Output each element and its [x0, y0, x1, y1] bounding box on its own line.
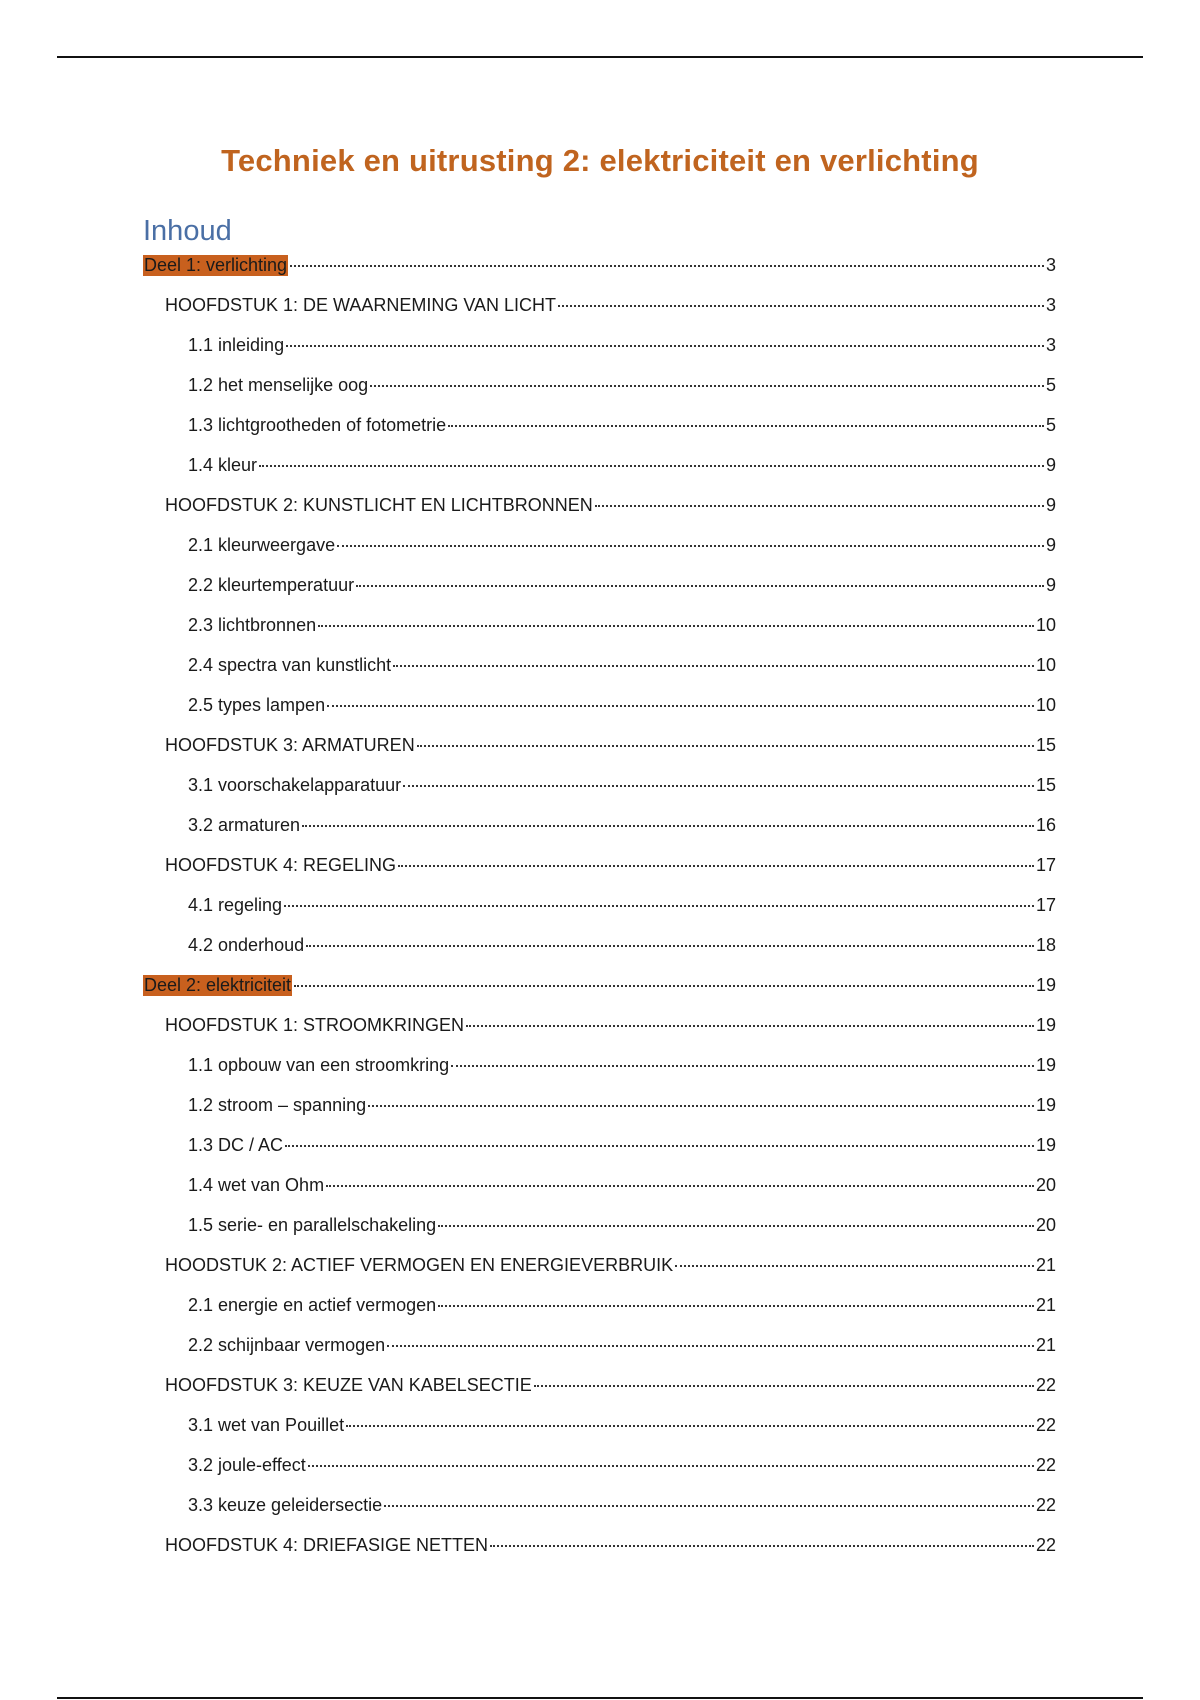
- toc-entry[interactable]: [143, 775, 1056, 811]
- toc-entry-page: 20: [1035, 1215, 1056, 1235]
- toc-entry-page: 9: [1045, 495, 1056, 515]
- toc-dot-leader: [308, 1465, 1034, 1467]
- toc-entry[interactable]: [143, 535, 1056, 571]
- toc-entry[interactable]: [143, 1095, 1056, 1131]
- toc-entry-page: 19: [1035, 1055, 1056, 1075]
- toc-entry-label: Deel 1: verlichting: [144, 255, 288, 275]
- toc-entry-label: HOOFDSTUK 1: STROOMKRINGEN: [165, 1015, 465, 1035]
- toc-entry-page: 10: [1035, 615, 1056, 635]
- toc-entry[interactable]: [143, 335, 1056, 371]
- toc-entry[interactable]: [143, 255, 1056, 291]
- toc-entry[interactable]: [143, 1415, 1056, 1451]
- toc-entry-label: Deel 2: elektriciteit: [144, 975, 292, 995]
- toc-entry-label: 2.5 types lampen: [188, 695, 326, 715]
- toc-entry-label: 1.3 DC / AC: [188, 1135, 284, 1155]
- toc-dot-leader: [384, 1505, 1034, 1507]
- toc-dot-leader: [451, 1065, 1034, 1067]
- toc-entry[interactable]: [143, 855, 1056, 891]
- toc-entry-label: HOOFDSTUK 2: KUNSTLICHT EN LICHTBRONNEN: [165, 495, 593, 515]
- toc-dot-leader: [327, 705, 1034, 707]
- toc-entry-label: 2.2 kleurtemperatuur: [188, 575, 355, 595]
- toc-entry[interactable]: [143, 935, 1056, 971]
- toc-entry-label: 1.1 inleiding: [188, 335, 285, 355]
- toc-entry-page: 3: [1045, 295, 1056, 315]
- toc-entry-page: 17: [1035, 895, 1056, 915]
- toc-entry[interactable]: [143, 415, 1056, 451]
- footer-rule: [57, 1697, 1143, 1699]
- toc-entry[interactable]: [143, 375, 1056, 411]
- toc-dot-leader: [302, 825, 1034, 827]
- toc-entry-label: HOOFDSTUK 4: REGELING: [165, 855, 397, 875]
- toc-entry[interactable]: [143, 695, 1056, 731]
- toc-dot-leader: [466, 1025, 1034, 1027]
- toc-entry[interactable]: [143, 1135, 1056, 1171]
- toc-entry-page: 20: [1035, 1175, 1056, 1195]
- toc-entry-label: 1.5 serie- en parallelschakeling: [188, 1215, 437, 1235]
- toc-entry[interactable]: [143, 655, 1056, 691]
- toc-entry-label: 2.3 lichtbronnen: [188, 615, 317, 635]
- toc-entry[interactable]: [143, 1215, 1056, 1251]
- toc-dot-leader: [370, 385, 1044, 387]
- toc-entry-label: 1.3 lichtgrootheden of fotometrie: [188, 415, 447, 435]
- toc-entry-page: 22: [1035, 1495, 1056, 1515]
- toc-heading: Inhoud: [143, 215, 232, 247]
- toc-entry-page: 17: [1035, 855, 1056, 875]
- toc-dot-leader: [675, 1265, 1034, 1267]
- toc-entry-page: 15: [1035, 775, 1056, 795]
- toc-entry[interactable]: [143, 1015, 1056, 1051]
- toc-entry[interactable]: [143, 1175, 1056, 1211]
- toc-entry-label: 2.4 spectra van kunstlicht: [188, 655, 392, 675]
- toc-entry-page: 19: [1035, 1015, 1056, 1035]
- toc-dot-leader: [356, 585, 1044, 587]
- toc-entry[interactable]: [143, 615, 1056, 651]
- toc-entry-page: 15: [1035, 735, 1056, 755]
- toc-dot-leader: [337, 545, 1044, 547]
- toc-entry-label: 1.2 het menselijke oog: [188, 375, 369, 395]
- toc-entry[interactable]: [143, 295, 1056, 331]
- toc-entry-page: 3: [1045, 255, 1056, 275]
- toc-entry[interactable]: [143, 1495, 1056, 1531]
- toc-entry-label: HOOFDSTUK 4: DRIEFASIGE NETTEN: [165, 1535, 489, 1555]
- toc-entry-label: 4.1 regeling: [188, 895, 283, 915]
- document-title: Techniek en uitrusting 2: elektriciteit en verlichting: [221, 143, 979, 178]
- toc-entry-page: 22: [1035, 1415, 1056, 1435]
- toc-dot-leader: [398, 865, 1034, 867]
- toc-entry-page: 19: [1035, 1135, 1056, 1155]
- toc-entry-page: 22: [1035, 1455, 1056, 1475]
- toc-entry[interactable]: [143, 455, 1056, 491]
- toc-entry[interactable]: [143, 735, 1056, 771]
- toc-entry-page: 9: [1045, 575, 1056, 595]
- toc-entry-label: 1.4 wet van Ohm: [188, 1175, 325, 1195]
- toc-entry-label: 2.2 schijnbaar vermogen: [188, 1335, 386, 1355]
- toc-dot-leader: [438, 1225, 1034, 1227]
- toc-entry-label: 4.2 onderhoud: [188, 935, 305, 955]
- toc-dot-leader: [393, 665, 1034, 667]
- toc-entry-label: 2.1 energie en actief vermogen: [188, 1295, 437, 1315]
- toc-entry-label: 1.4 kleur: [188, 455, 258, 475]
- toc-entry-page: 3: [1045, 335, 1056, 355]
- toc-entry[interactable]: [143, 895, 1056, 931]
- toc-entry-label: 3.3 keuze geleidersectie: [188, 1495, 383, 1515]
- toc-entry-label: 3.2 armaturen: [188, 815, 301, 835]
- toc-entry[interactable]: [143, 575, 1056, 611]
- toc-entry-label: 3.1 voorschakelapparatuur: [188, 775, 402, 795]
- toc-entry-page: 16: [1035, 815, 1056, 835]
- toc-dot-leader: [490, 1545, 1034, 1547]
- toc-entry-page: 22: [1035, 1375, 1056, 1395]
- toc-dot-leader: [534, 1385, 1034, 1387]
- toc-dot-leader: [438, 1305, 1034, 1307]
- toc-entry-page: 21: [1035, 1335, 1056, 1355]
- toc-entry-label: 3.2 joule-effect: [188, 1455, 306, 1475]
- toc-entry-label: 1.1 opbouw van een stroomkring: [188, 1055, 450, 1075]
- toc-dot-leader: [368, 1105, 1034, 1107]
- toc-dot-leader: [448, 425, 1044, 427]
- toc-entry-page: 9: [1045, 535, 1056, 555]
- toc-entry-page: 10: [1035, 695, 1056, 715]
- toc-entry[interactable]: [143, 1255, 1056, 1291]
- toc-entry[interactable]: [143, 1455, 1056, 1491]
- toc-entry-label: 1.2 stroom – spanning: [188, 1095, 367, 1115]
- toc-entry-page: 21: [1035, 1295, 1056, 1315]
- table-of-contents: [143, 255, 1056, 1571]
- toc-dot-leader: [403, 785, 1034, 787]
- toc-dot-leader: [286, 345, 1044, 347]
- toc-entry-page: 9: [1045, 455, 1056, 475]
- toc-entry-page: 21: [1035, 1255, 1056, 1275]
- toc-entry[interactable]: [143, 1295, 1056, 1331]
- toc-dot-leader: [290, 265, 1044, 267]
- toc-entry-label: 3.1 wet van Pouillet: [188, 1415, 345, 1435]
- toc-entry-label: HOODSTUK 2: ACTIEF VERMOGEN EN ENERGIEVERBRUIK: [165, 1255, 674, 1275]
- toc-entry[interactable]: [143, 975, 1056, 1011]
- toc-entry-page: 22: [1035, 1535, 1056, 1555]
- toc-dot-leader: [326, 1185, 1034, 1187]
- toc-entry-label: 2.1 kleurweergave: [188, 535, 336, 555]
- toc-dot-leader: [558, 305, 1044, 307]
- toc-dot-leader: [595, 505, 1044, 507]
- toc-entry[interactable]: [143, 1055, 1056, 1091]
- toc-entry[interactable]: [143, 1535, 1056, 1571]
- toc-dot-leader: [387, 1345, 1034, 1347]
- toc-dot-leader: [294, 985, 1034, 987]
- toc-entry-page: 5: [1045, 415, 1056, 435]
- toc-dot-leader: [318, 625, 1034, 627]
- toc-entry-page: 19: [1035, 975, 1056, 995]
- toc-dot-leader: [346, 1425, 1034, 1427]
- toc-entry-label: HOOFDSTUK 3: ARMATUREN: [165, 735, 415, 755]
- toc-entry[interactable]: [143, 1375, 1056, 1411]
- toc-dot-leader: [417, 745, 1034, 747]
- toc-dot-leader: [285, 1145, 1034, 1147]
- toc-entry-page: 19: [1035, 1095, 1056, 1115]
- toc-dot-leader: [306, 945, 1034, 947]
- toc-entry-label: HOOFDSTUK 1: DE WAARNEMING VAN LICHT: [165, 295, 557, 315]
- toc-entry-page: 5: [1045, 375, 1056, 395]
- header-rule: [57, 56, 1143, 58]
- toc-entry-page: 10: [1035, 655, 1056, 675]
- toc-entry-label: HOOFDSTUK 3: KEUZE VAN KABELSECTIE: [165, 1375, 532, 1395]
- toc-dot-leader: [284, 905, 1034, 907]
- toc-entry[interactable]: [143, 815, 1056, 851]
- toc-entry[interactable]: [143, 1335, 1056, 1371]
- toc-entry-page: 18: [1035, 935, 1056, 955]
- toc-entry[interactable]: [143, 495, 1056, 531]
- toc-dot-leader: [259, 465, 1044, 467]
